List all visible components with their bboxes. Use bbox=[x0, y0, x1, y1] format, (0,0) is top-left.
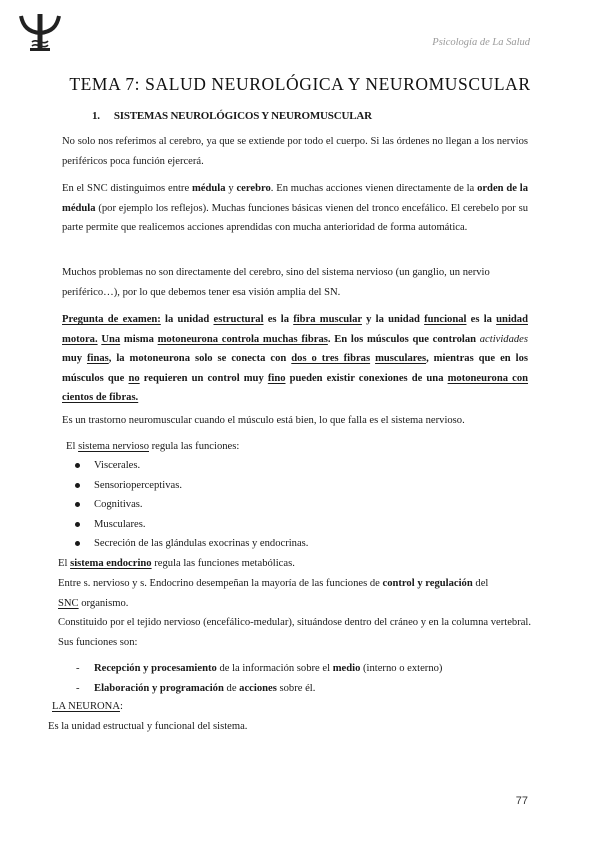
nervous-functions-list bbox=[62, 659, 442, 699]
bullet-icon bbox=[75, 463, 80, 468]
bullet-icon bbox=[75, 483, 80, 488]
paragraph-3: Muchos problemas no son directamente del cerebro, sino del sistema nervioso (un ganglio, un nervio periférico…), por lo que debemos tener esa visión amplia del SN. bbox=[62, 267, 490, 298]
paragraph-4: Es un trastorno neuromuscular cuando el músculo está bien, lo que falla es el sistema nervioso. bbox=[62, 415, 465, 426]
bullet-icon bbox=[75, 522, 80, 527]
list-item: Secreción de las glándulas exocrinas y endocrinas. bbox=[62, 534, 308, 554]
neurona-heading: LA NEURONA: bbox=[52, 701, 123, 712]
bullet-icon bbox=[75, 502, 80, 507]
page-title: TEMA 7: SALUD NEUROLÓGICA Y NEUROMUSCULAR bbox=[69, 74, 531, 94]
bullet-icon bbox=[75, 541, 80, 546]
list-item: - Elaboración y programación de acciones sobre él. bbox=[76, 683, 316, 694]
list-item: Sensorioperceptivas. bbox=[62, 476, 308, 496]
list-item: Viscerales. bbox=[62, 456, 308, 476]
list-item: Musculares. bbox=[62, 515, 308, 535]
paragraph-5: El sistema nervioso regula las funciones: bbox=[66, 441, 240, 452]
paragraph-6: El sistema endocrino regula las funciones metabólicas. bbox=[58, 558, 295, 569]
paragraph-2: En el SNC distinguimos entre médula y cerebro. En muchas acciones vienen directamente de la orden de la médula (por ejemplo los reflejos). Muchas funciones básicas vienen del tronco encefálico. El cerebelo por su parte permite que realicemos acciones aprendidas con mucha anterioridad de forma automática. bbox=[62, 183, 528, 233]
course-name: Psicología de La Salud bbox=[432, 37, 530, 48]
section-title: SISTEMAS NEUROLÓGICOS Y NEUROMUSCULAR bbox=[113, 110, 372, 122]
section-heading bbox=[92, 110, 372, 122]
paragraph-8: Constituido por el tejido nervioso (encefálico-medular), situándose dentro del cráneo y en la columna vertebral. Sus funciones son: bbox=[58, 617, 532, 648]
exam-question: Pregunta de examen: la unidad estructural es la fibra muscular y la unidad funcional es la unidad motora. Una misma motoneurona controla muchas fibras. En los músculos que controlan actividades muy finas, la motoneurona solo se conecta con dos o tres fibras musculares, mientras que en los músculos que no requieren un control muy fino pueden existir conexiones de una motoneurona con cientos de fibras. bbox=[62, 314, 529, 403]
neurona-text: Es la unidad estructual y funcional del sistema. bbox=[48, 721, 248, 732]
paragraph-7: Entre s. nervioso y s. Endocrino desempeñan la mayoría de las funciones de control y regulación del SNC organismo. bbox=[58, 578, 489, 609]
paragraph-1: No solo nos referimos al cerebro, ya que se extiende por todo el cuerpo. Si las órdenes no llegan a los nervios periféricos poca función ejercerá. bbox=[62, 136, 528, 167]
list-item: Cognitivas. bbox=[62, 495, 308, 515]
list-item: - Recepción y procesamiento de la información sobre el medio (interno o externo) bbox=[76, 663, 443, 674]
section-number: 1. bbox=[92, 110, 100, 122]
functions-list bbox=[62, 456, 308, 554]
psi-symbol-icon bbox=[18, 12, 62, 52]
page-number: 77 bbox=[515, 795, 528, 807]
